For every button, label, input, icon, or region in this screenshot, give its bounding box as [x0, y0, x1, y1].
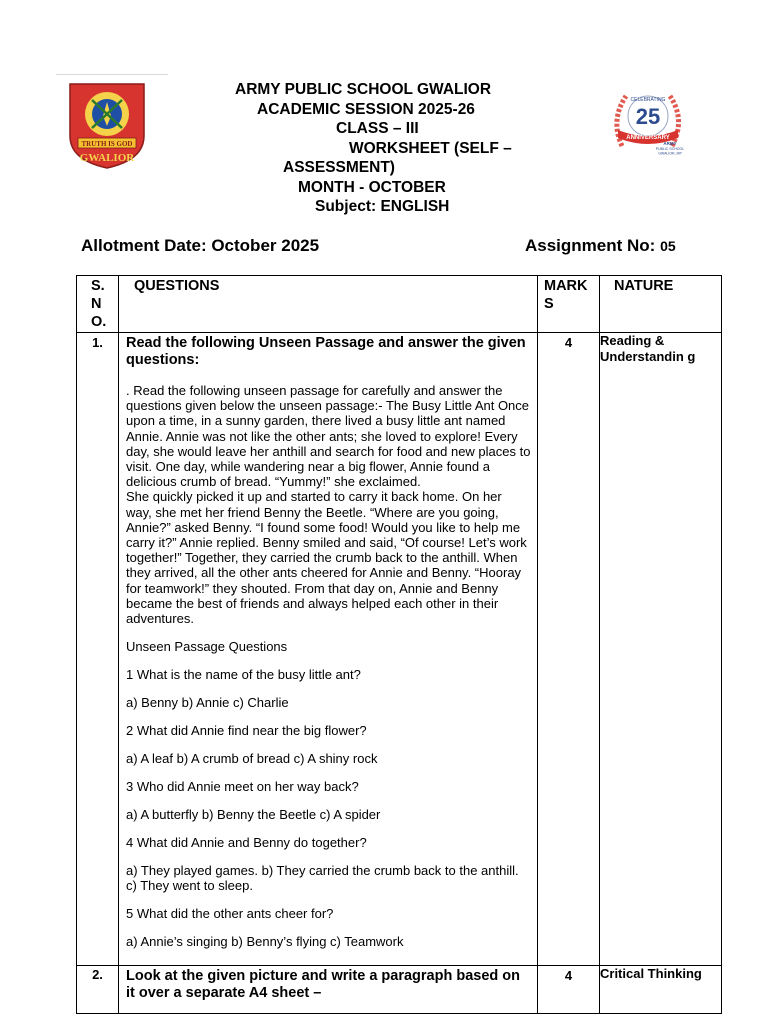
worksheet-title: WORKSHEET (SELF – — [349, 139, 512, 157]
anniv-sub2: PUBLIC SCHOOL — [655, 147, 685, 151]
passage-paragraph: She quickly picked it up and started to carry it back home. On her way, she met her friend Benny the Beetle. “Where are you going, Annie?” asked Benny. “I found some food! Would you like to help me carry it?” Annie replied. Benny smiled and said, “Of course! Let’s work together!” Together, they carried the crumb back to the anthill. When they arrived, all the other ants cheered for Annie and Benny. “Hooray for teamwork!” they shouted. From that day on, Annie and Benny became the best of friends and always helped each other in their adventures. — [126, 489, 527, 627]
assignment-label: Assignment No: — [525, 236, 656, 255]
row-nature: Critical Thinking — [600, 966, 722, 1014]
assignment-number — [525, 236, 676, 256]
list-item: Unseen Passage Questions — [126, 639, 288, 655]
anniv-sub3: GWALIOR, MP — [658, 151, 682, 156]
subject-label: Subject: ENGLISH — [315, 198, 450, 215]
assignment-value: 05 — [660, 238, 676, 254]
question-title: Look at the given picture and write a paragraph based on it over a separate A4 sheet – — [126, 968, 520, 1001]
school-name: ARMY PUBLIC SCHOOL GWALIOR — [235, 81, 492, 98]
row-nature: Reading & Understandin g — [600, 333, 722, 966]
row-marks: 4 — [538, 966, 600, 1014]
table-header-row — [77, 276, 722, 333]
table-row — [77, 966, 722, 1014]
logo-divider-line — [56, 74, 168, 75]
list-item: a) They played games. b) They carried the crumb back to the anthill. c) They went to sleep. — [126, 863, 519, 894]
unseen-passage — [119, 383, 537, 626]
header-sno-line2: N — [91, 296, 102, 312]
header-nature: NATURE — [600, 276, 722, 333]
row-question-cell — [119, 333, 538, 966]
list-item: a) A leaf b) A crumb of bread c) A shiny rock — [126, 751, 378, 767]
header-sno — [77, 276, 119, 333]
header-questions: QUESTIONS — [119, 276, 538, 333]
list-item: 5 What did the other ants cheer for? — [126, 906, 334, 922]
list-item: 1 What is the name of the busy little ant? — [126, 667, 361, 683]
worksheet-header — [200, 80, 580, 217]
worksheet-table — [76, 275, 722, 1014]
header-marks-line1: MARK — [544, 278, 588, 294]
worksheet-title-cont: ASSESSMENT) — [283, 159, 395, 176]
anniv-banner: ANNIVERSARY — [626, 135, 670, 141]
list-item: a) Annie’s singing b) Benny’s flying c) Teamwork — [126, 934, 404, 950]
header-sno-line3: O. — [91, 314, 107, 330]
list-item: 3 Who did Annie meet on her way back? — [126, 779, 359, 795]
school-crest-logo — [64, 78, 150, 172]
anniv-sub1: ARMY — [663, 141, 677, 146]
table-row — [77, 333, 722, 966]
anniv-celebrating: CELEBRATING — [630, 97, 666, 103]
header-marks — [538, 276, 600, 333]
header-sno-line1: S. — [91, 278, 105, 294]
row-sno: 2. — [77, 966, 119, 1014]
row-question-cell — [119, 966, 538, 1014]
question-title: Read the following Unseen Passage and answer the given questions: — [126, 335, 526, 368]
header-marks-line2: S — [544, 296, 554, 312]
crest-city: GWALIOR — [79, 152, 135, 164]
crest-motto: TRUTH IS GOD — [81, 140, 133, 148]
allotment-date: Allotment Date: October 2025 — [81, 236, 320, 255]
list-item: a) A butterfly b) Benny the Beetle c) A spider — [126, 807, 381, 823]
list-item: 2 What did Annie find near the big flower? — [126, 723, 367, 739]
class-label: CLASS – III — [336, 120, 419, 137]
anniversary-logo — [608, 86, 690, 158]
row-sno: 1. — [77, 333, 119, 966]
anniv-number: 25 — [635, 104, 661, 129]
list-item: a) Benny b) Annie c) Charlie — [126, 695, 289, 711]
row-marks: 4 — [538, 333, 600, 966]
list-item: 4 What did Annie and Benny do together? — [126, 835, 367, 851]
month-label: MONTH - OCTOBER — [298, 178, 446, 196]
academic-session: ACADEMIC SESSION 2025-26 — [257, 100, 475, 118]
passage-paragraph: . Read the following unseen passage for carefully and answer the questions given below the unseen passage:- The Busy Little Ant Once upon a time, in a sunny garden, there lived a busy little ant named Annie. Annie was not like the other ants; she loved to explore! Every day, she would leave her anthill and search for food and new places to visit. One day, while wandering near a big flower, Annie found a delicious crumb of bread. “Yummy!” she exclaimed. — [126, 383, 531, 490]
